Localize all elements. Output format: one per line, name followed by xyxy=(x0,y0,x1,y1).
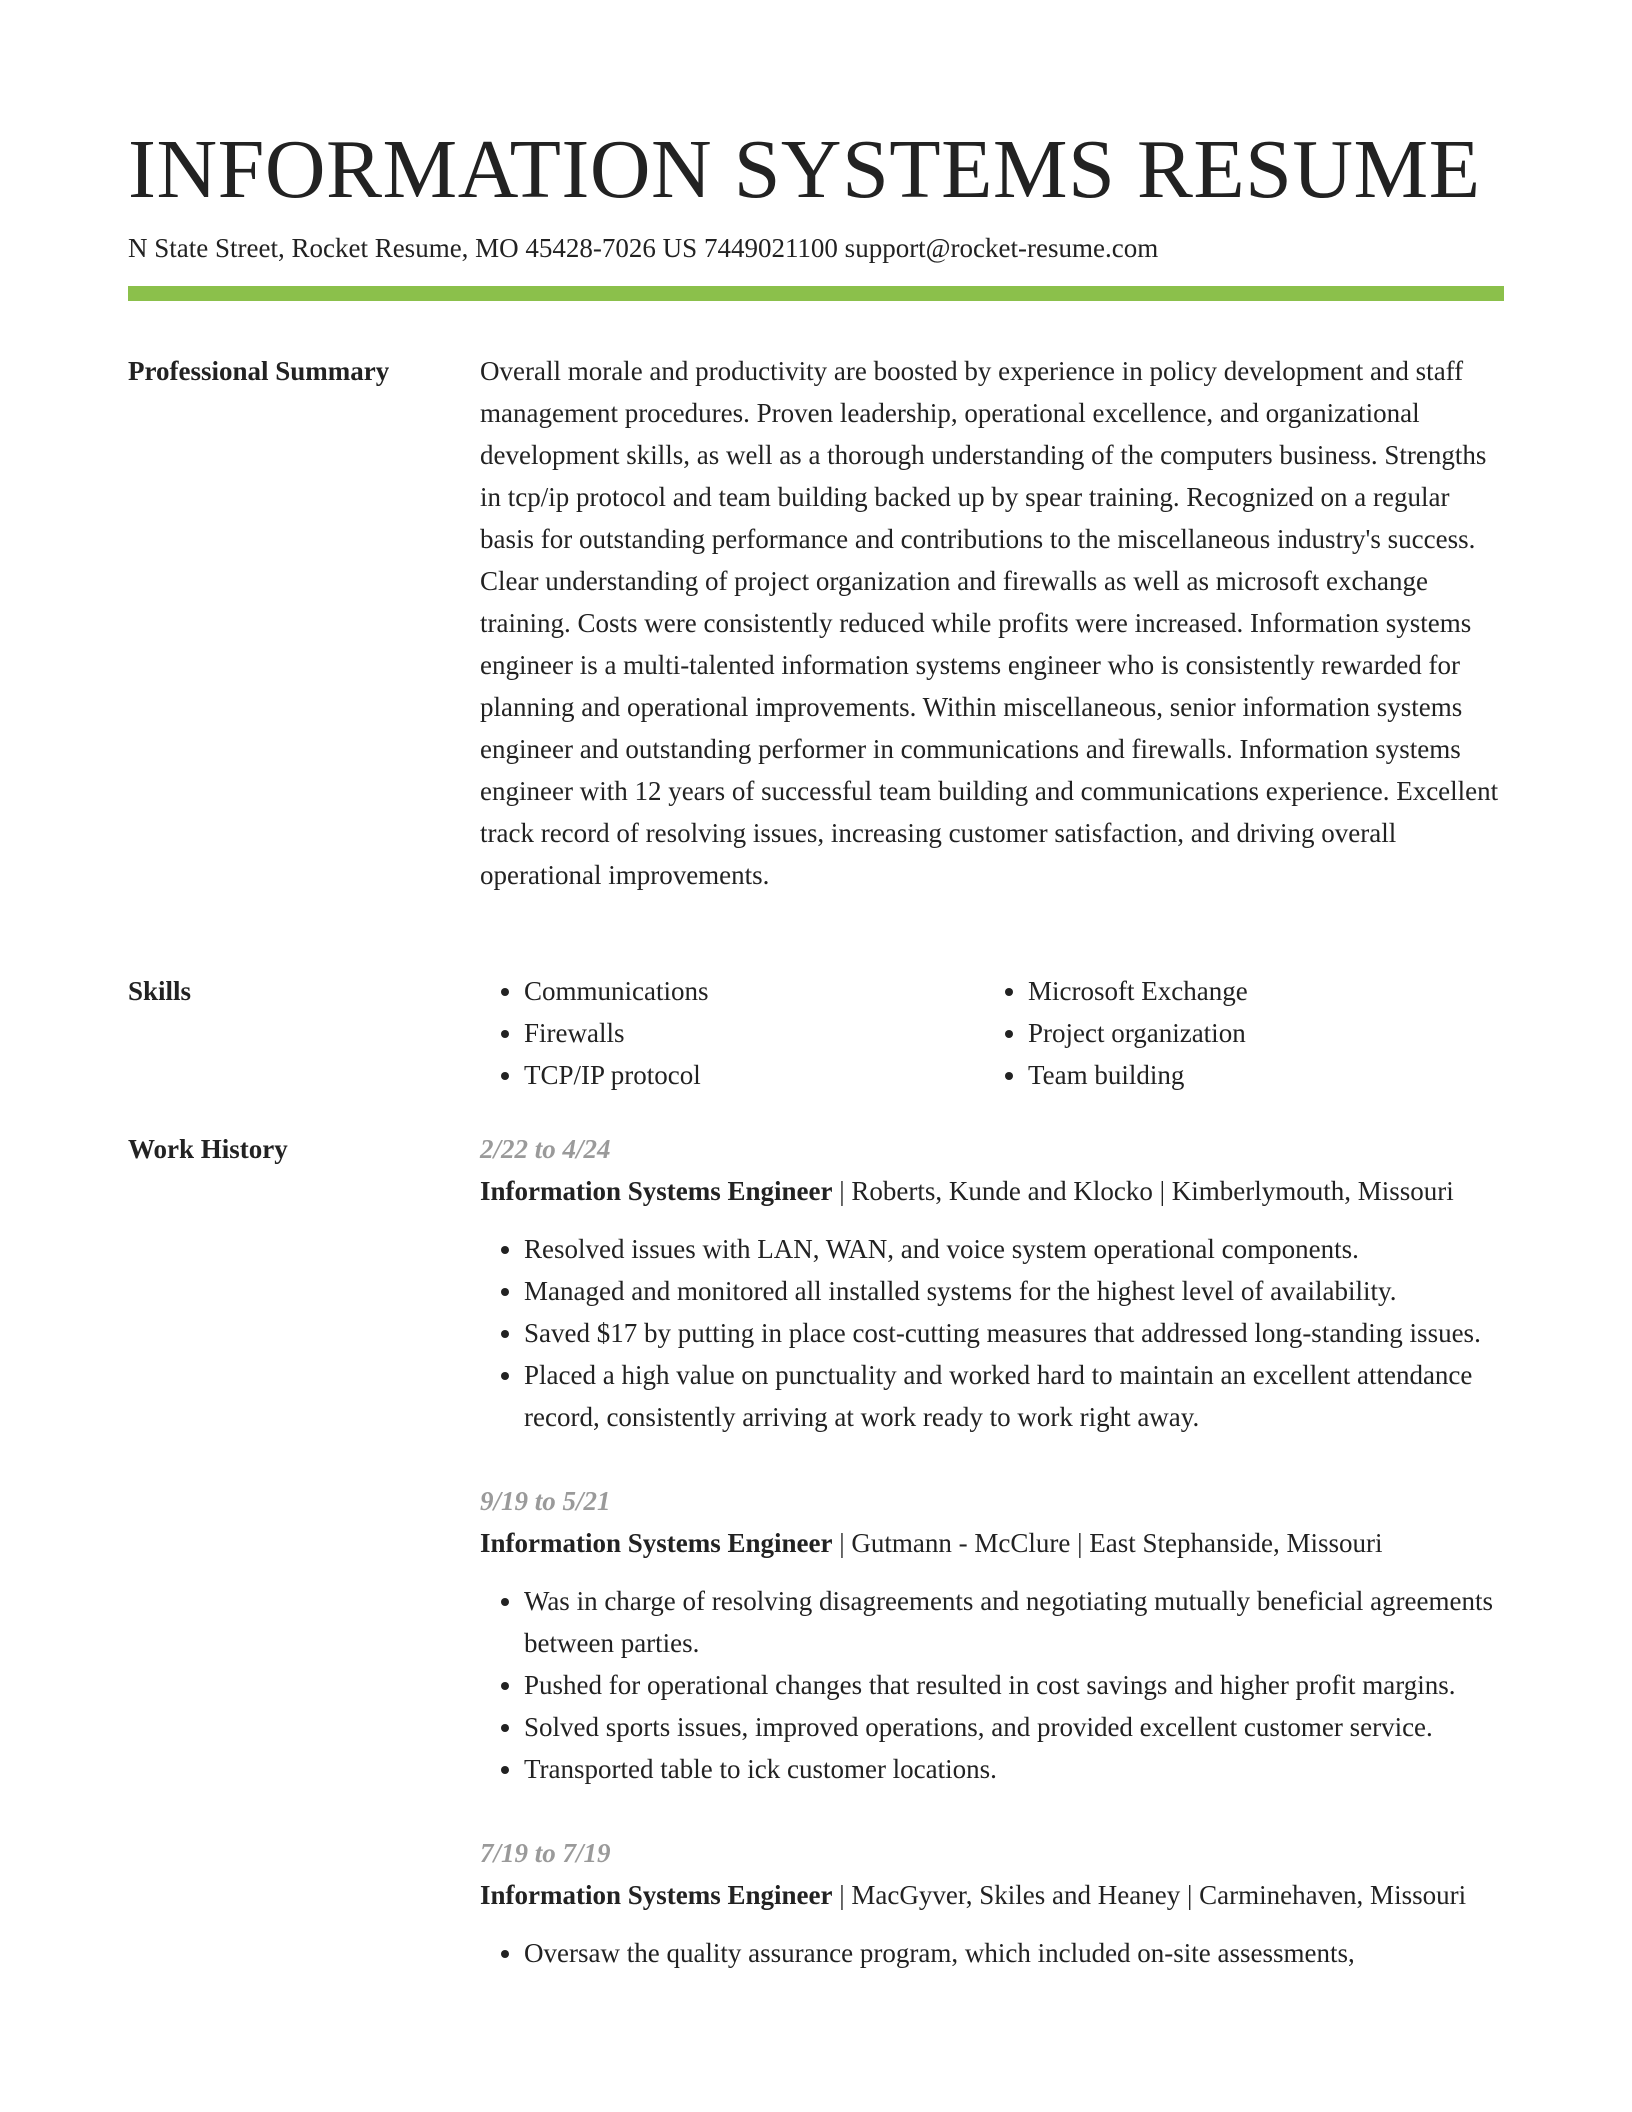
skill-item: • Firewalls xyxy=(524,1012,984,1054)
skill-item: • Project organization xyxy=(1028,1012,1488,1054)
job-bullet: • Transported table to ick customer locations. xyxy=(524,1748,1504,1790)
job-heading xyxy=(480,1170,1504,1212)
job-title: Information Systems Engineer xyxy=(480,1528,833,1558)
skills-label: Skills xyxy=(128,976,192,1006)
job-company-location: | MacGyver, Skiles and Heaney | Carminehaven, Missouri xyxy=(832,1880,1467,1910)
skill-item: • Microsoft Exchange xyxy=(1028,970,1488,1012)
job-heading xyxy=(480,1874,1504,1916)
job-bullet: • Was in charge of resolving disagreements and negotiating mutually beneficial agreements between parties. xyxy=(524,1580,1504,1664)
summary-label: Professional Summary xyxy=(128,356,390,386)
contact-info: N State Street, Rocket Resume, MO 45428-7026 US 7449021100 support@rocket-resume.com xyxy=(128,233,1159,263)
job-dates: 9/19 to 5/21 xyxy=(480,1486,611,1516)
work-history-body xyxy=(480,1128,1504,2016)
job-bullet: • Saved $17 by putting in place cost-cutting measures that addressed long-standing issues. xyxy=(524,1312,1504,1354)
job-bullet: • Solved sports issues, improved operations, and provided excellent customer service. xyxy=(524,1706,1504,1748)
resume-title: INFORMATION SYSTEMS RESUME xyxy=(128,123,1481,216)
job-bullets xyxy=(480,1228,1504,1438)
skill-item: • Team building xyxy=(1028,1054,1488,1096)
skills-column-left xyxy=(480,970,984,1096)
job-dates: 2/22 to 4/24 xyxy=(480,1134,611,1164)
skills-column-right xyxy=(984,970,1488,1096)
job-title: Information Systems Engineer xyxy=(480,1880,833,1910)
job-heading xyxy=(480,1522,1504,1564)
job-entry xyxy=(480,1832,1504,1974)
skills-list xyxy=(480,970,1504,1096)
job-bullets xyxy=(480,1932,1504,1974)
job-company-location: | Gutmann - McClure | East Stephanside, Missouri xyxy=(832,1528,1383,1558)
job-entry xyxy=(480,1128,1504,1438)
job-bullet: • Placed a high value on punctuality and worked hard to maintain an excellent attendance record, consistently arriving at work ready to work right away. xyxy=(524,1354,1504,1438)
job-bullet: • Oversaw the quality assurance program, which included on-site assessments, xyxy=(524,1932,1504,1974)
summary-text: Overall morale and productivity are boosted by experience in policy development and staff management procedures. Proven leadership, operational excellence, and organizational development skills, as well as a thorough understanding of the computers business. Strengths in tcp/ip protocol and team building backed up by spear training. Recognized on a regular basis for outstanding performance and contributions to the miscellaneous industry's success. Clear understanding of project organization and firewalls as well as microsoft exchange training. Costs were consistently reduced while profits were increased. Information systems engineer is a multi-talented information systems engineer who is consistently rewarded for planning and operational improvements. Within miscellaneous, senior information systems engineer and outstanding performer in communications and firewalls. Information systems engineer with 12 years of successful team building and communications experience. Excellent track record of resolving issues, increasing customer satisfaction, and driving overall operational improvements. xyxy=(480,356,1499,890)
job-bullet: • Managed and monitored all installed systems for the highest level of availability. xyxy=(524,1270,1504,1312)
job-company-location: | Roberts, Kunde and Klocko | Kimberlymouth, Missouri xyxy=(832,1176,1454,1206)
accent-divider xyxy=(128,286,1504,301)
job-dates: 7/19 to 7/19 xyxy=(480,1838,611,1868)
work-history-label: Work History xyxy=(128,1134,288,1164)
skill-item: • TCP/IP protocol xyxy=(524,1054,984,1096)
summary-body xyxy=(480,350,1504,896)
job-bullets xyxy=(480,1580,1504,1790)
job-title: Information Systems Engineer xyxy=(480,1176,833,1206)
skill-item: • Communications xyxy=(524,970,984,1012)
job-entry xyxy=(480,1480,1504,1790)
job-bullet: • Resolved issues with LAN, WAN, and voice system operational components. xyxy=(524,1228,1504,1270)
job-bullet: • Pushed for operational changes that resulted in cost savings and higher profit margins. xyxy=(524,1664,1504,1706)
